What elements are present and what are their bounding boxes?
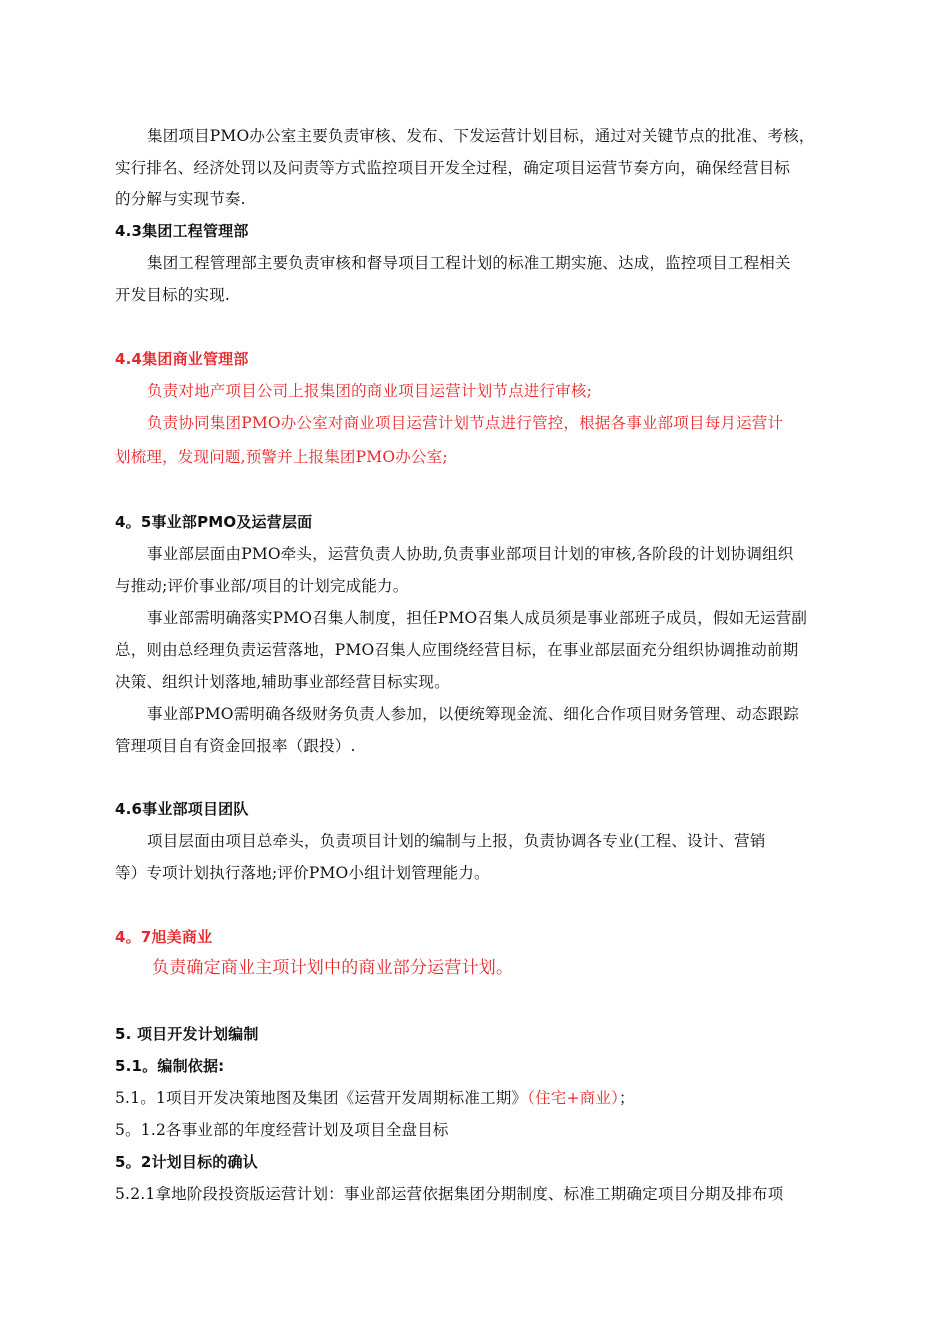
section-heading-4-5: 4。5事业部PMO及运营层面 xyxy=(115,513,313,531)
paragraph-line: 负责确定商业主项计划中的商业部分运营计划。 xyxy=(152,958,514,978)
paragraph-line: 事业部PMO需明确各级财务负责人参加，以便统筹现金流、细化合作项目财务管理、动态跟踪 xyxy=(147,705,799,723)
paragraph-line: 事业部需明确落实PMO召集人制度，担任PMO召集人成员须是事业部班子成员，假如无运营副 xyxy=(147,609,808,627)
paragraph-line: 项目层面由项目总牵头，负责项目计划的编制与上报，负责协调各专业(工程、设计、营销 xyxy=(147,832,766,850)
paragraph-line: 集团工程管理部主要负责审核和督导项目工程计划的标准工期实施、达成，监控项目工程相关 xyxy=(147,254,791,272)
text-run: ； xyxy=(619,1089,635,1107)
section-heading-5: 5. 项目开发计划编制 xyxy=(115,1025,259,1043)
paragraph-line: 管理项目自有资金回报率（跟投）. xyxy=(115,737,356,755)
paragraph-line: 负责协同集团PMO办公室对商业项目运营计划节点进行管控，根据各事业部项目每月运营计 xyxy=(147,414,784,432)
text-run: 5.1。1项目开发决策地图及集团《运营开发周期标准工期》 xyxy=(115,1089,528,1107)
paragraph-line: 开发目标的实现. xyxy=(115,286,231,304)
section-heading-4-3: 4.3集团工程管理部 xyxy=(115,222,249,240)
paragraph-line: 等）专项计划执行落地;评价PMO小组计划管理能力。 xyxy=(115,864,490,882)
section-heading-4-6: 4.6事业部项目团队 xyxy=(115,800,249,818)
section-heading-4-7: 4。7旭美商业 xyxy=(115,928,213,946)
paragraph-line: 实行排名、经济处罚以及问责等方式监控项目开发全过程，确定项目运营节奏方向，确保经营目标 xyxy=(115,159,791,177)
paragraph-line: 集团项目PMO办公室主要负责审核、发布、下发运营计划目标，通过对关键节点的批准、考核， xyxy=(147,127,815,145)
paragraph-line: 事业部层面由PMO牵头，运营负责人协助,负责事业部项目计划的审核,各阶段的计划协调组织 xyxy=(147,545,794,563)
paragraph-line: 划梳理，发现问题,预警并上报集团PMO办公室; xyxy=(115,448,448,466)
paragraph-line: 的分解与实现节奏. xyxy=(115,190,246,208)
section-heading-4-4: 4.4集团商业管理部 xyxy=(115,350,249,368)
paragraph-line-5-2-1: 5.2.1拿地阶段投资版运营计划：事业部运营依据集团分期制度、标准工期确定项目分期及排布项 xyxy=(115,1185,784,1203)
paragraph-line: 负责对地产项目公司上报集团的商业项目运营计划节点进行审核; xyxy=(147,382,593,400)
paragraph-line-5-1-2: 5。1.2各事业部的年度经营计划及项目全盘目标 xyxy=(115,1121,449,1139)
section-heading-5-1: 5.1。编制依据: xyxy=(115,1057,225,1075)
paragraph-line: 与推动;评价事业部/项目的计划完成能力。 xyxy=(115,577,409,595)
paragraph-line-5-1-1 xyxy=(115,1088,845,1108)
highlighted-text-run: （住宅+商业） xyxy=(527,1089,620,1107)
paragraph-line: 决策、组织计划落地,辅助事业部经营目标实现。 xyxy=(115,673,450,691)
section-heading-5-2: 5。2计划目标的确认 xyxy=(115,1153,258,1171)
paragraph-line: 总，则由总经理负责运营落地，PMO召集人应围绕经营目标，在事业部层面充分组织协调推动前期 xyxy=(115,641,799,659)
